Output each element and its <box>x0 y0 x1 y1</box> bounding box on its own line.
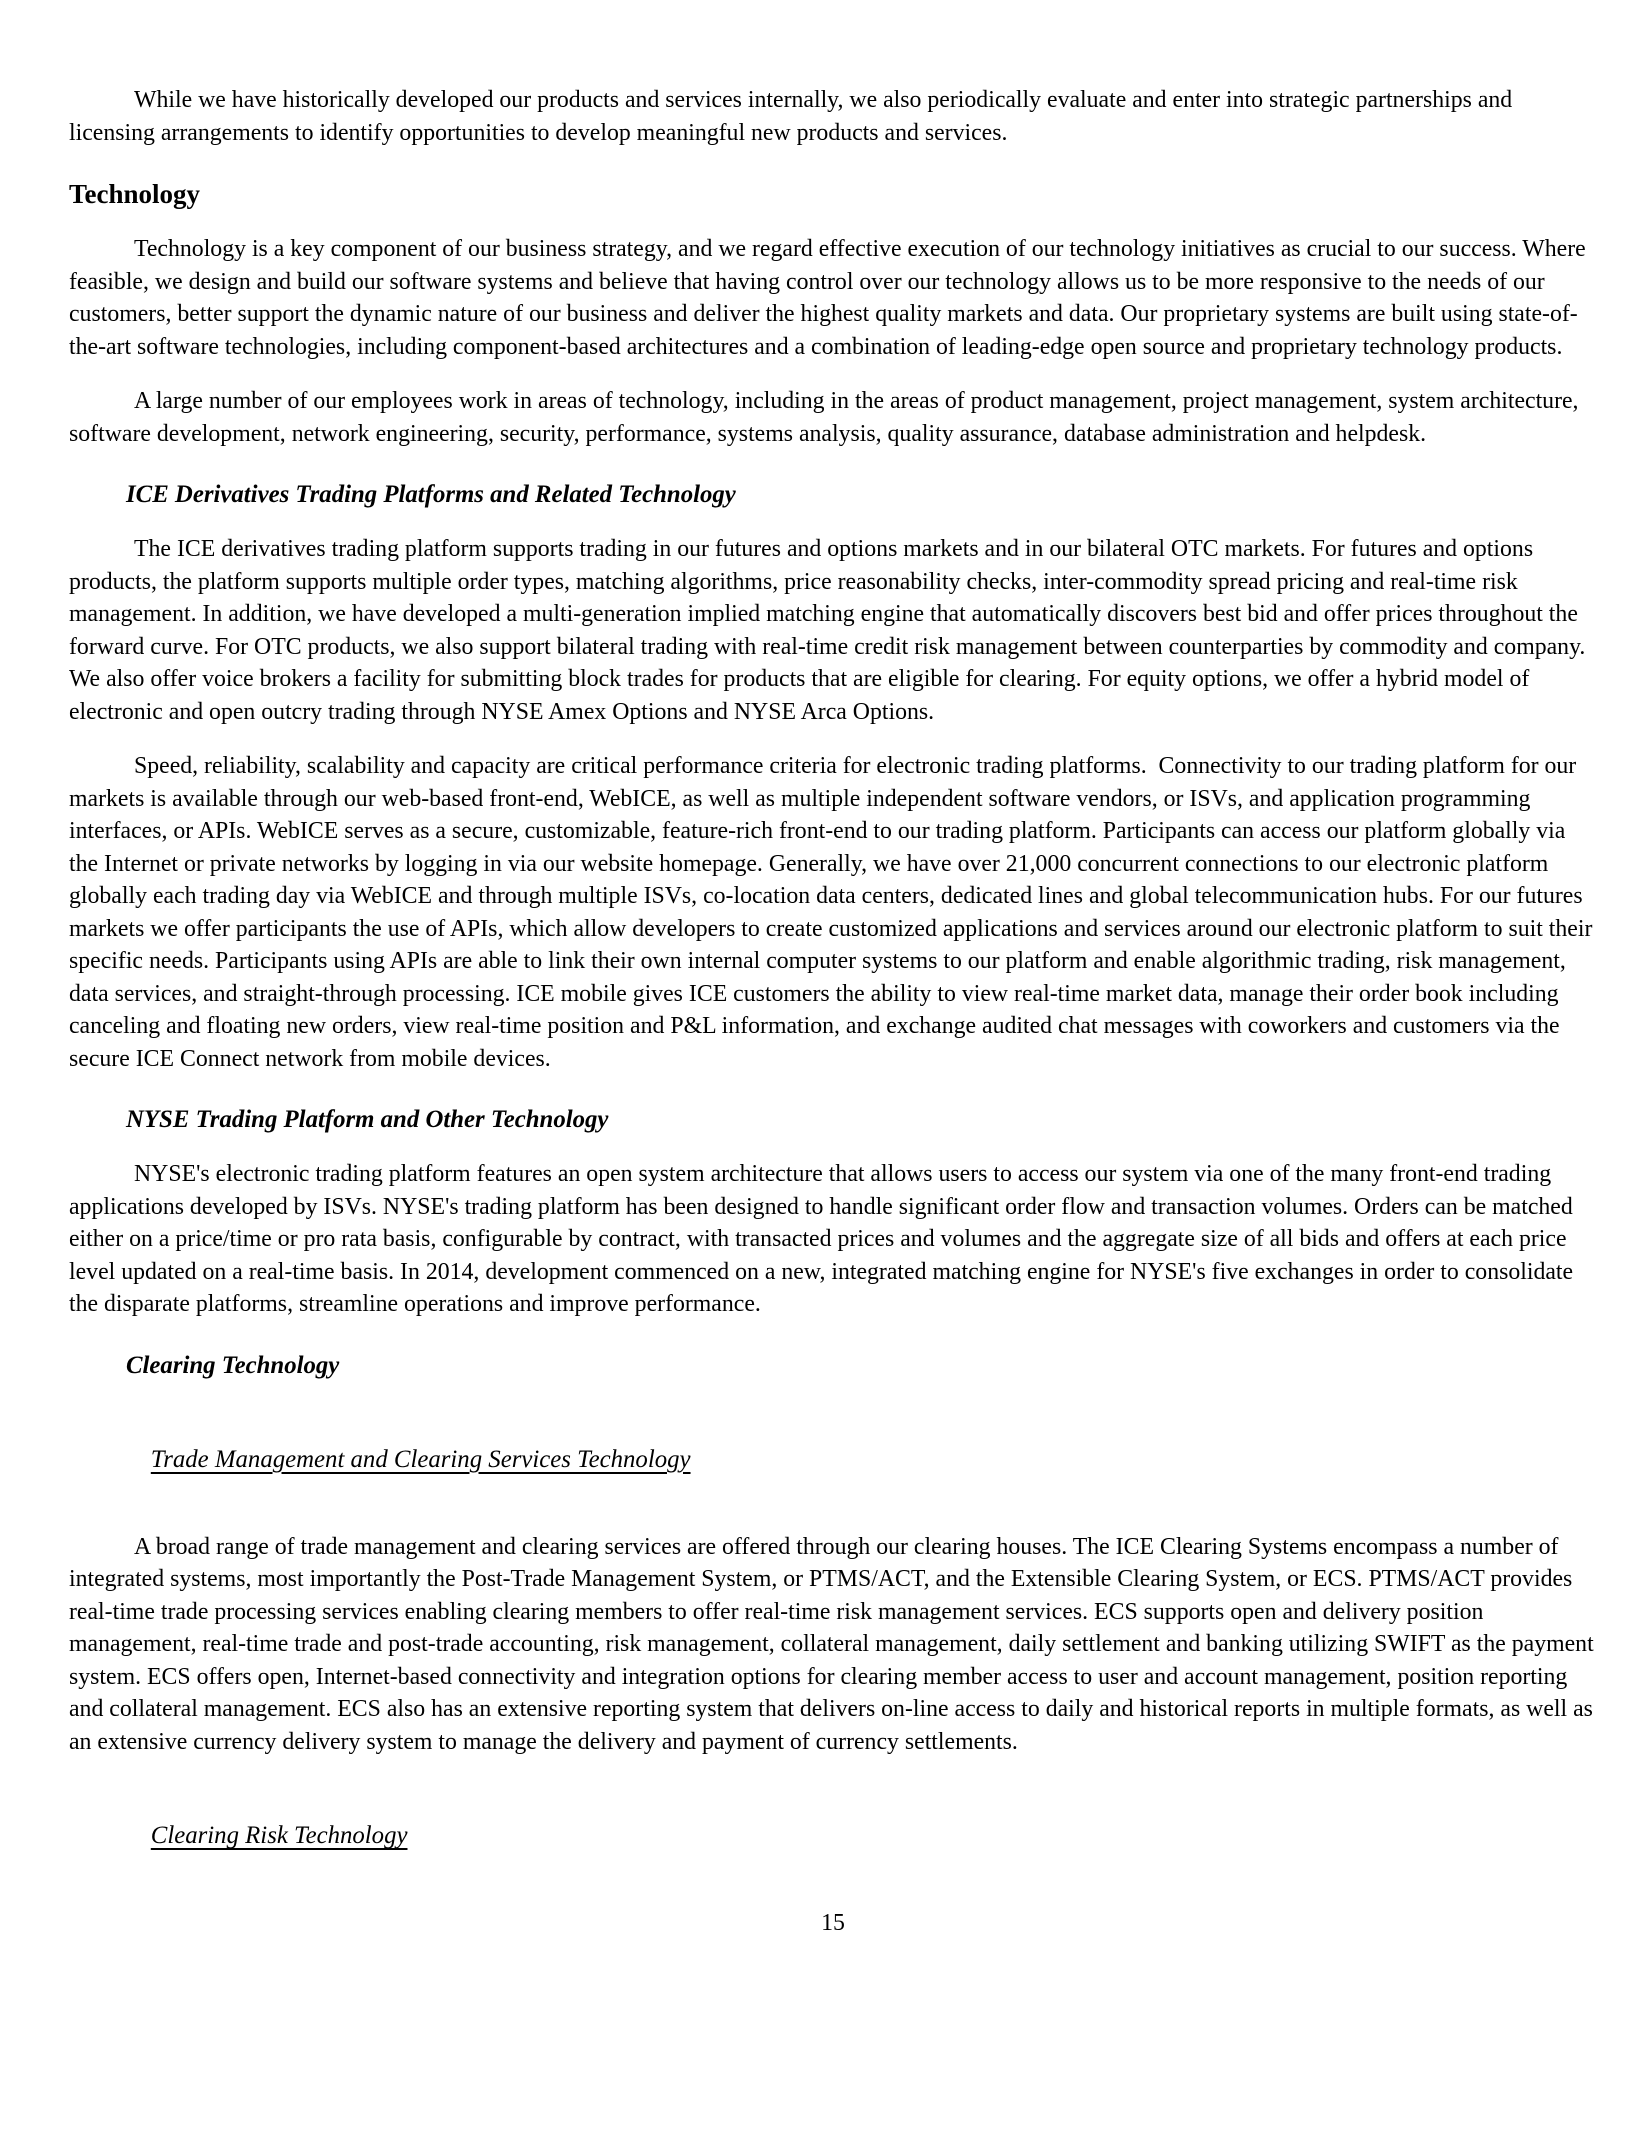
page-number: 15 <box>821 1910 845 1936</box>
subheading-nyse-trading-platform: NYSE Trading Platform and Other Technology <box>126 1106 609 1133</box>
paragraph-clearing-systems: A broad range of trade management and clearing services are offered through our clearing houses. The ICE Clearing Systems encompass a number of integrated systems, most importantly the Post-Trade Management System, or PTMS/ACT, and the Extensible Clearing System, or ECS. PTMS/ACT provides real-time trade processing services enabling clearing members to offer real-time risk management services. ECS supports open and delivery position management, real-time trade and post-trade accounting, risk management, collateral management, daily settlement and banking utilizing SWIFT as the payment system. ECS offers open, Internet-based connectivity and integration options for clearing member access to user and account management, position reporting and collateral management. ECS also has an extensive reporting system that delivers on-line access to daily and historical reports in multiple formats, as well as an extensive currency delivery system to manage the delivery and payment of currency settlements. <box>69 1533 1600 1755</box>
subheading-ice-derivatives-trading-platforms: ICE Derivatives Trading Platforms and Related Technology <box>126 481 736 508</box>
paragraph-platform-connectivity: Speed, reliability, scalability and capacity are critical performance criteria for electronic trading platforms. Connectivity to our trading platform for our markets is available through our web-based front-end, WebICE, as well as multiple independent software vendors, or ISVs, and application programming interfaces, or APIs. WebICE serves as a secure, customizable, feature-rich front-end to our trading platform. Participants can access our platform globally via the Internet or private networks by logging in via our website homepage. Generally, we have over 21,000 concurrent connections to our electronic platform globally each trading day via WebICE and through multiple ISVs, co-location data centers, dedicated lines and global telecommunication hubs. For our futures markets we offer participants the use of APIs, which allow developers to create customized applications and services around our electronic platform to suit their specific needs. Participants using APIs are able to link their own internal computer systems to our platform and enable algorithmic trading, risk management, data services, and straight-through processing. ICE mobile gives ICE customers the ability to view real-time market data, manage their order book including canceling and floating new orders, view real-time position and P&L information, and exchange audited chat messages with coworkers and customers via the secure ICE Connect network from mobile devices. <box>69 753 1599 1072</box>
section-heading-technology: Technology <box>69 179 201 209</box>
paragraph-technology-employees: A large number of our employees work in areas of technology, including in the areas of product management, project management, system architecture, software development, network engineering, security, performance, systems analysis, quality assurance, database administration and helpdesk. <box>69 388 1585 447</box>
paragraph-nyse-platform: NYSE's electronic trading platform features an open system architecture that allows users to access our system via one of the many front-end trading applications developed by ISVs. NYSE's trading platform has been designed to handle significant order flow and transaction volumes. Orders can be matched either on a price/time or pro rata basis, configurable by contract, with transacted prices and volumes and the aggregate size of all bids and offers at each price level updated on a real-time basis. In 2014, development commenced on a new, integrated matching engine for NYSE's five exchanges in order to consolidate the disparate platforms, streamline operations and improve performance. <box>69 1161 1580 1317</box>
subheading-clearing-risk-technology <box>69 1786 1597 1885</box>
subheading-trade-management-clearing-services <box>69 1410 1597 1509</box>
subheading-trade-management-label: Trade Management and Clearing Services Technology <box>150 1445 691 1473</box>
subheading-clearing-technology: Clearing Technology <box>126 1351 340 1379</box>
subheading-clearing-risk-label: Clearing Risk Technology <box>150 1822 408 1849</box>
paragraph-internal-development: While we have historically developed our products and services internally, we also periodically evaluate and enter into strategic partnerships and licensing arrangements to identify opportunities to develop meaningful new products and services. <box>69 87 1519 146</box>
paragraph-technology-strategy: Technology is a key component of our business strategy, and we regard effective execution of our technology initiatives as crucial to our success. Where feasible, we design and build our software systems and believe that having control over our technology allows us to be more responsive to the needs of our customers, better support the dynamic nature of our business and deliver the highest quality markets and data. Our proprietary systems are built using state-of-the-art software technologies, including component-based architectures and a combination of leading-edge open source and proprietary technology products. <box>69 236 1592 360</box>
paragraph-ice-derivatives-platform: The ICE derivatives trading platform supports trading in our futures and options markets and in our bilateral OTC markets. For futures and options products, the platform supports multiple order types, matching algorithms, price reasonability checks, inter-commodity spread pricing and real-time risk management. In addition, we have developed a multi-generation implied matching engine that automatically discovers best bid and offer prices throughout the forward curve. For OTC products, we also support bilateral trading with real-time credit risk management between counterparties by commodity and company. We also offer voice brokers a facility for submitting block trades for products that are eligible for clearing. For equity options, we offer a hybrid model of electronic and open outcry trading through NYSE Amex Options and NYSE Arca Options. <box>69 536 1591 725</box>
